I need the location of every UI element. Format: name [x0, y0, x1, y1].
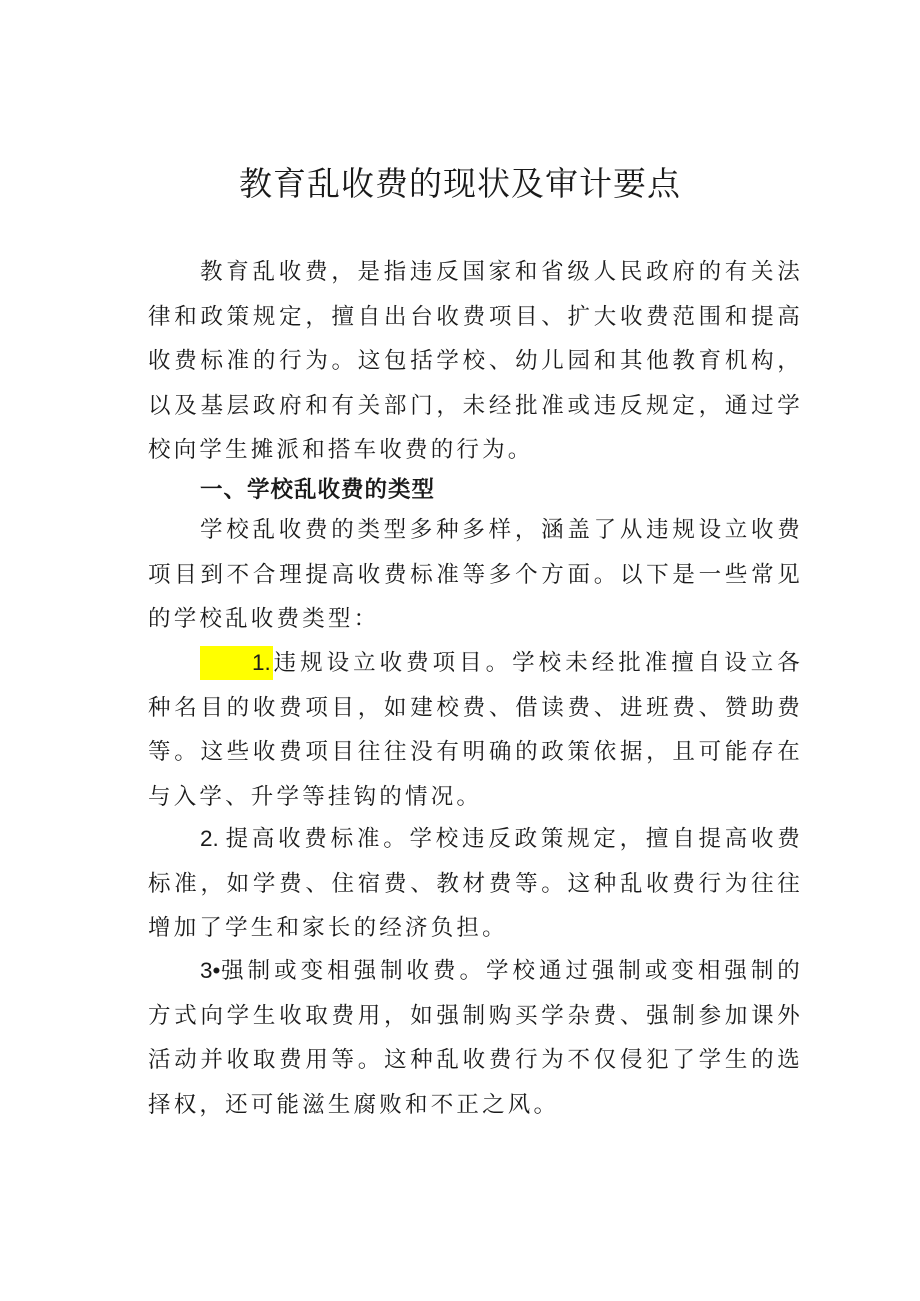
- section-intro-paragraph: 学校乱收费的类型多种多样，涵盖了从违规设立收费项目到不合理提高收费标准等多个方面。以下是一些常见的学校乱收费类型：: [148, 517, 803, 632]
- list-item: [148, 817, 803, 951]
- list-item-text: 提高收费标准。学校违反政策规定，擅自提高收费标准，如学费、住宿费、教材费等。这种乱收费行为往往增加了学生和家长的经济负担。: [148, 826, 803, 941]
- item-number: 2.: [200, 826, 226, 851]
- list-item-text: 违规设立收费项目。学校未经批准擅自设立各种名目的收费项目，如建校费、借读费、进班费、赞助费等。这些收费项目往往没有明确的政策依据，且可能存在与入学、升学等挂钩的情况。: [148, 650, 803, 810]
- item-number: 3•: [200, 958, 221, 983]
- list-item: [148, 949, 803, 1127]
- list-item: [148, 641, 803, 819]
- section-heading: 一、学校乱收费的类型: [200, 477, 436, 503]
- list-item-text: 强制或变相强制收费。学校通过强制或变相强制的方式向学生收取费用，如强制购买学杂费、强制参加课外活动并收取费用等。这种乱收费行为不仅侵犯了学生的选择权，还可能滋生腐败和不正之风。: [148, 958, 803, 1118]
- document-title: 教育乱收费的现状及审计要点: [239, 164, 681, 203]
- highlighted-item-number: 1.: [200, 646, 273, 680]
- intro-paragraph: 教育乱收费，是指违反国家和省级人民政府的有关法律和政策规定，擅自出台收费项目、扩大收费范围和提高收费标准的行为。这包括学校、幼儿园和其他教育机构，以及基层政府和有关部门，未经批准或违反规定，通过学校向学生摊派和搭车收费的行为。: [148, 259, 803, 463]
